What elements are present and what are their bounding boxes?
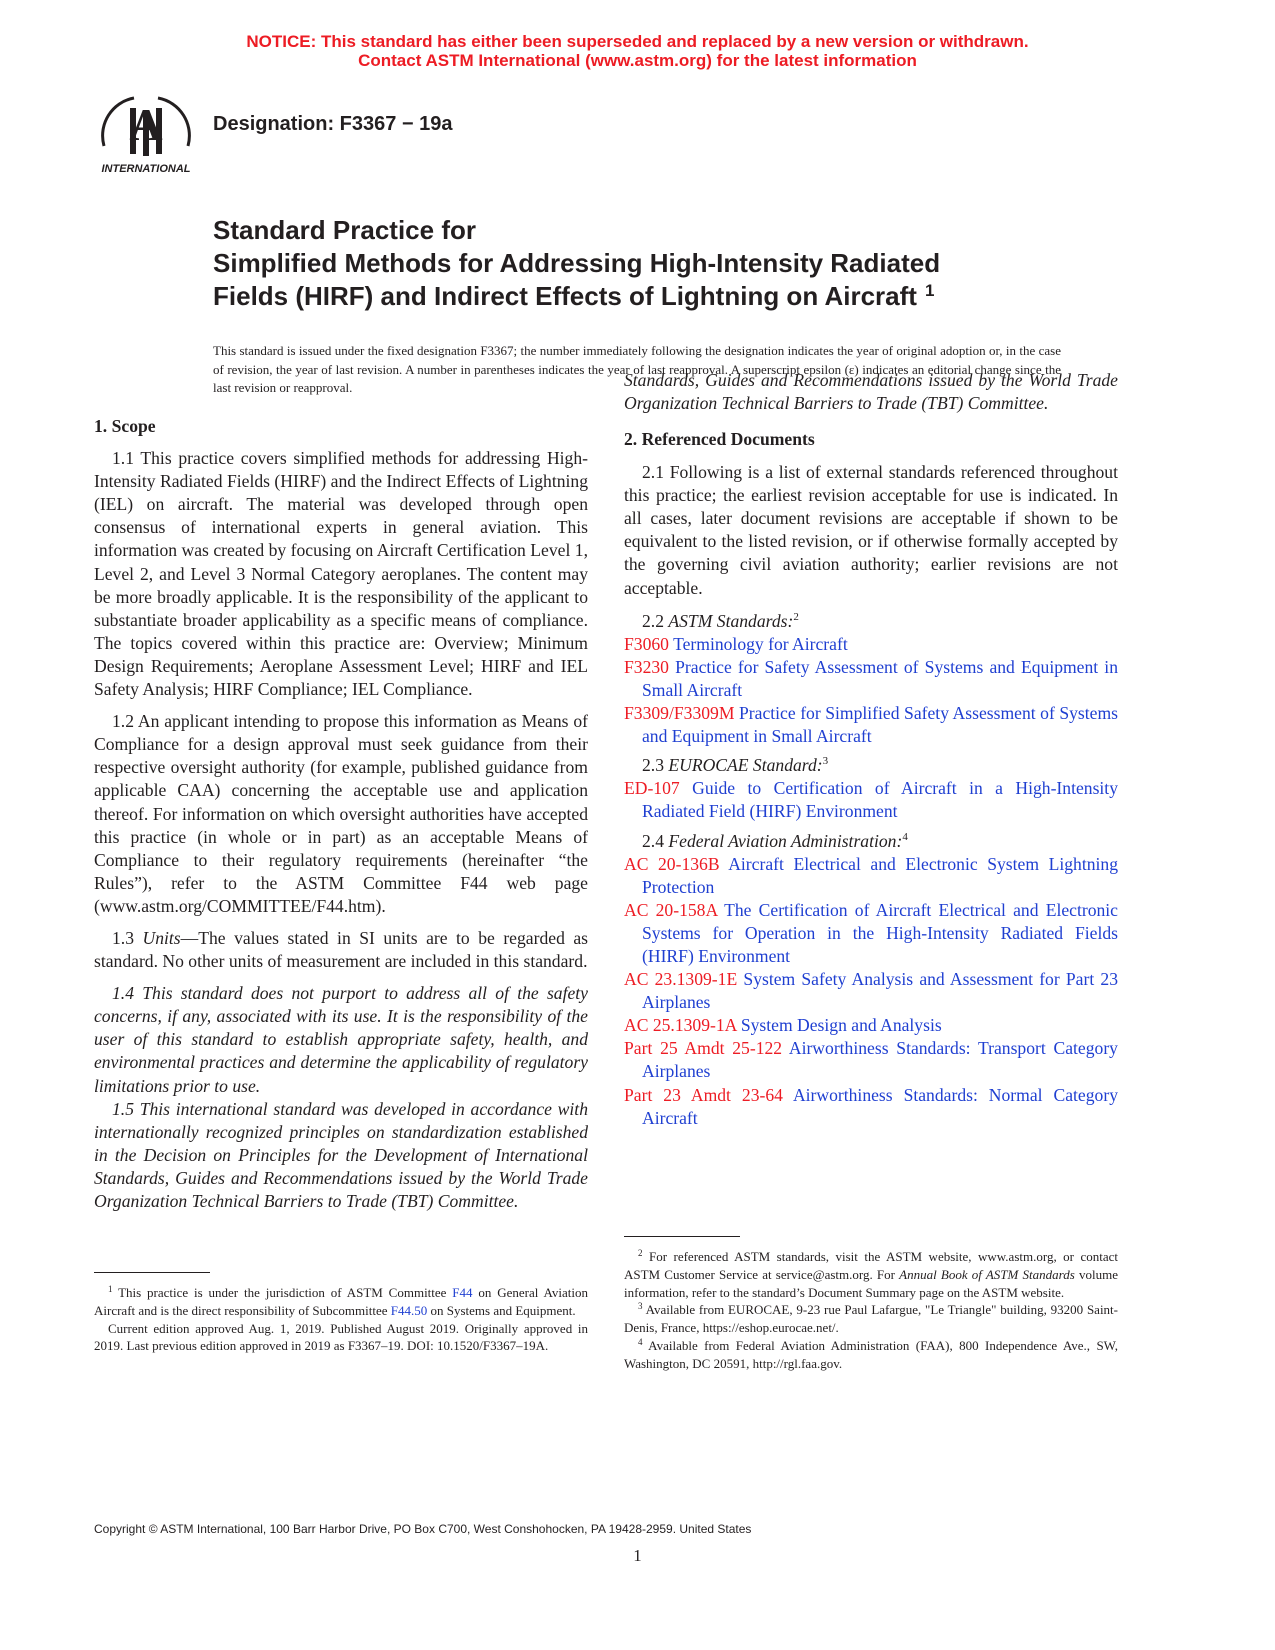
footnote-1-text-a: This practice is under the jurisdiction of ASTM Committee	[112, 1285, 453, 1300]
astm-logo-graphic	[94, 84, 198, 180]
eurocae-standard-label	[624, 754, 1118, 777]
scope-para-1-5-continued: Standards, Guides and Recommendations issued by the World Trade Organization Technical Barriers to Trade (TBT) Committee.	[624, 369, 1118, 414]
issuance-statement: This standard is issued under the fixed designation F3367; the number immediately following the designation indicates the year of original adoption or, in the case of revision, the year of last revision. A number in parentheses indicates the year of last reapproval. A superscript epsilon (ε) indicates an editorial change since the last revision or reapproval.	[213, 343, 1061, 395]
referenced-documents-heading: 2. Referenced Documents	[624, 429, 815, 449]
faa-ref-item[interactable]	[624, 899, 1118, 968]
footnote-1-text-c: on Systems and Equipment.	[427, 1302, 576, 1318]
eurocae-standard-sup: 3	[822, 755, 829, 768]
document-title	[213, 214, 1093, 313]
faa-ref-item[interactable]	[624, 968, 1118, 1014]
astm-standards-label	[624, 610, 1118, 633]
ref-code[interactable]: AC 25.1309-1A	[624, 1015, 737, 1036]
ref-title[interactable]: Airworthiness Standards: Transport Category Airplanes	[642, 1038, 1118, 1082]
title-line-2: Simplified Methods for Addressing High-Intensity Radiated	[213, 248, 941, 278]
ref-code[interactable]: AC 20-136B	[624, 853, 720, 874]
astm-standards-sup: 2	[793, 610, 799, 623]
footnote-1-text-b: on General Aviation Aircraft and is the direct responsibility of Subcommittee	[94, 1285, 588, 1318]
faa-ref-item[interactable]	[624, 1014, 1118, 1037]
scope-para-1-2: 1.2 An applicant intending to propose this information as Means of Compliance for a design approval must seek guidance from their respective oversight authority (for example, published guidance from applicable CAA) concerning the acceptable use and application thereof. For information on which oversight authorities have accepted this practice (in whole or in part) as an acceptable Means of Compliance to their regulatory requirements (hereinafter “the Rules”), refer to the ASTM Committee F44 web page (www.astm.org/COMMITTEE/F44.htm).	[94, 711, 588, 916]
footnote-1-mark: 1	[108, 1284, 113, 1294]
scope-para-1-3-num: 1.3	[112, 927, 143, 948]
astm-standards-num: 2.2	[642, 610, 669, 631]
scope-para-1-1: 1.1 This practice covers simplified methods for addressing High-Intensity Radiated Fields (HIRF) and the Indirect Effects of Lightning (IEL) on aircraft. The material was developed through open consensus of international experts in general aviation. This information was created by focusing on Aircraft Certification Level 1, Level 2, and Level 3 Normal Category aeroplanes. The content may be more broadly applicable. It is the responsibility of the applicant to substantiate broader applicability as a specific means of compliance. The topics covered within this practice are: Overview; Minimum Design Requirements; Aeroplane Assessment Level; HIRF and IEL Safety Analysis; HIRF Compliance; IEL Compliance.	[94, 448, 588, 700]
ref-para-2-1: 2.1 Following is a list of external standards referenced throughout this practice; the earliest revision acceptable for use is indicated. In all cases, later document revisions are acceptable if shown to be equivalent to the listed revision, or if otherwise formally accepted by the governing civil aviation authority; earlier revisions are not acceptable.	[624, 462, 1118, 598]
footnote-4-text: Available from Federal Aviation Administration (FAA), 800 Independence Ave., SW, Washington, DC 20591, http://rgl.faa.gov.	[624, 1337, 1118, 1371]
svg-text:INTERNATIONAL: INTERNATIONAL	[101, 163, 191, 175]
ref-title[interactable]: Terminology for Aircraft	[673, 633, 848, 654]
eurocae-refs-list	[624, 777, 1118, 823]
footnote-rule-left	[94, 1272, 210, 1273]
scope-para-1-4: 1.4 This standard does not purport to address all of the safety concerns, if any, associated with its use. It is the responsibility of the user of this standard to establish appropriate safety, health, and environmental practices and determine the applicability of regulatory limitations prior to use.	[94, 983, 588, 1096]
footnote-1	[94, 1284, 588, 1320]
title-line-3-text: Fields (HIRF) and Indirect Effects of Lightning on Aircraft	[213, 281, 917, 311]
astm-ref-item[interactable]	[624, 656, 1118, 702]
faa-ref-item[interactable]	[624, 1037, 1118, 1083]
faa-text: Federal Aviation Administration:	[668, 830, 903, 851]
left-column	[94, 415, 588, 1213]
ref-title[interactable]: Practice for Simplified Safety Assessment of Systems and Equipment in Small Aircraft	[642, 703, 1118, 747]
faa-refs-list	[624, 853, 1118, 1130]
copyright-notice: Copyright © ASTM International, 100 Barr Harbor Drive, PO Box C700, West Conshohocken, PA 19428-2959. United States	[94, 1522, 752, 1536]
footnote-3-text: Available from EUROCAE, 9-23 rue Paul Lafargue, "Le Triangle" building, 93200 Saint-Denis, France, https://eshop.eurocae.net/.	[624, 1302, 1118, 1336]
ref-title[interactable]: The Certification of Aircraft Electrical and Electronic Systems for Operation in the High-Intensity Radiated Fields (HIRF) Environment	[642, 899, 1118, 966]
title-line-3	[213, 280, 1093, 313]
astm-ref-item[interactable]	[624, 702, 1118, 748]
title-line-1: Standard Practice for	[213, 215, 476, 245]
faa-num: 2.4	[642, 830, 669, 851]
faa-ref-item[interactable]	[624, 1084, 1118, 1130]
eurocae-standard-text: EUROCAE Standard:	[668, 755, 823, 776]
ref-title[interactable]: Guide to Certification of Aircraft in a High-Intensity Radiated Field (HIRF) Environment	[642, 778, 1118, 822]
faa-ref-item[interactable]	[624, 853, 1118, 899]
footnote-2-book-title: Annual Book of ASTM Standards	[899, 1266, 1075, 1282]
footnote-4	[624, 1337, 1118, 1373]
astm-logo-icon	[94, 84, 198, 180]
ref-code[interactable]: F3309/F3309M	[624, 703, 735, 724]
subcommittee-f44-50-link[interactable]: F44.50	[390, 1302, 428, 1318]
eurocae-ref-item[interactable]	[624, 777, 1118, 823]
scope-para-1-5: 1.5 This international standard was developed in accordance with internationally recognized principles on standardization established in the Decision on Principles for the Development of International Standards, Guides and Recommendations issued by the World Trade Organization Technical Barriers to Trade (TBT) Committee.	[94, 1098, 588, 1211]
footnote-3-mark: 3	[638, 1301, 643, 1312]
ref-code[interactable]: Part 25 Amdt 25-122	[624, 1038, 783, 1059]
scope-para-1-3-text: —The values stated in SI units are to be regarded as standard. No other units of measurement are included in this standard.	[94, 927, 589, 972]
ref-title[interactable]: System Safety Analysis and Assessment for Part 23 Airplanes	[642, 969, 1119, 1013]
ref-code[interactable]: AC 23.1309-1E	[624, 969, 738, 990]
footnote-3	[624, 1301, 1118, 1337]
ref-title[interactable]: Practice for Safety Assessment of Systems and Equipment in Small Aircraft	[642, 656, 1118, 700]
eurocae-standard-num: 2.3	[642, 755, 669, 776]
units-term: Units	[142, 927, 181, 948]
notice-line-2: Contact ASTM International (www.astm.org) for the latest information	[358, 51, 917, 70]
astm-standards-text: ASTM Standards:	[668, 610, 794, 631]
notice-banner	[0, 32, 1275, 70]
footnote-rule-right	[624, 1236, 740, 1237]
title-footnote-mark: 1	[924, 281, 935, 300]
ref-title[interactable]: Aircraft Electrical and Electronic System Lightning Protection	[642, 853, 1119, 897]
footnote-2	[624, 1248, 1118, 1301]
ref-code[interactable]: Part 23 Amdt 23-64	[624, 1084, 783, 1105]
scope-para-1-3	[94, 927, 588, 973]
ref-title[interactable]: Airworthiness Standards: Normal Category Aircraft	[642, 1084, 1118, 1128]
footnotes-right	[624, 1248, 1118, 1373]
footnote-1-edition: Current edition approved Aug. 1, 2019. Published August 2019. Originally approved in 2019. Last previous edition approved in 2019 as F3367–19. DOI: 10.1520/F3367–19A.	[94, 1320, 588, 1354]
ref-code[interactable]: F3060	[624, 633, 669, 654]
committee-f44-link[interactable]: F44	[452, 1285, 473, 1300]
faa-label	[624, 830, 1118, 853]
faa-sup: 4	[902, 830, 908, 843]
ref-code[interactable]: F3230	[624, 656, 669, 677]
astm-ref-item[interactable]	[624, 633, 1118, 656]
footnotes-left	[94, 1284, 588, 1355]
scope-heading: 1. Scope	[94, 416, 156, 436]
footnote-4-mark: 4	[638, 1336, 643, 1347]
ref-title[interactable]: System Design and Analysis	[740, 1015, 942, 1036]
designation: Designation: F3367 − 19a	[213, 113, 453, 135]
footnote-2-text-b: volume information, refer to the standard’s Document Summary page on the ASTM website.	[624, 1266, 1118, 1300]
footnote-2-text-a: For referenced ASTM standards, visit the ASTM website, www.astm.org, or contact ASTM Customer Service at service@astm.org. For	[624, 1249, 1118, 1282]
ref-code[interactable]: AC 20-158A	[624, 899, 718, 920]
right-column	[624, 369, 1118, 1130]
astm-refs-list	[624, 633, 1118, 748]
page-number: 1	[633, 1546, 642, 1565]
ref-code[interactable]: ED-107	[624, 778, 680, 799]
footnote-2-mark: 2	[638, 1248, 643, 1258]
scope-para-1-5-continued-window	[624, 369, 1118, 415]
notice-line-1: NOTICE: This standard has either been superseded and replaced by a new version or withdrawn.	[246, 32, 1029, 51]
